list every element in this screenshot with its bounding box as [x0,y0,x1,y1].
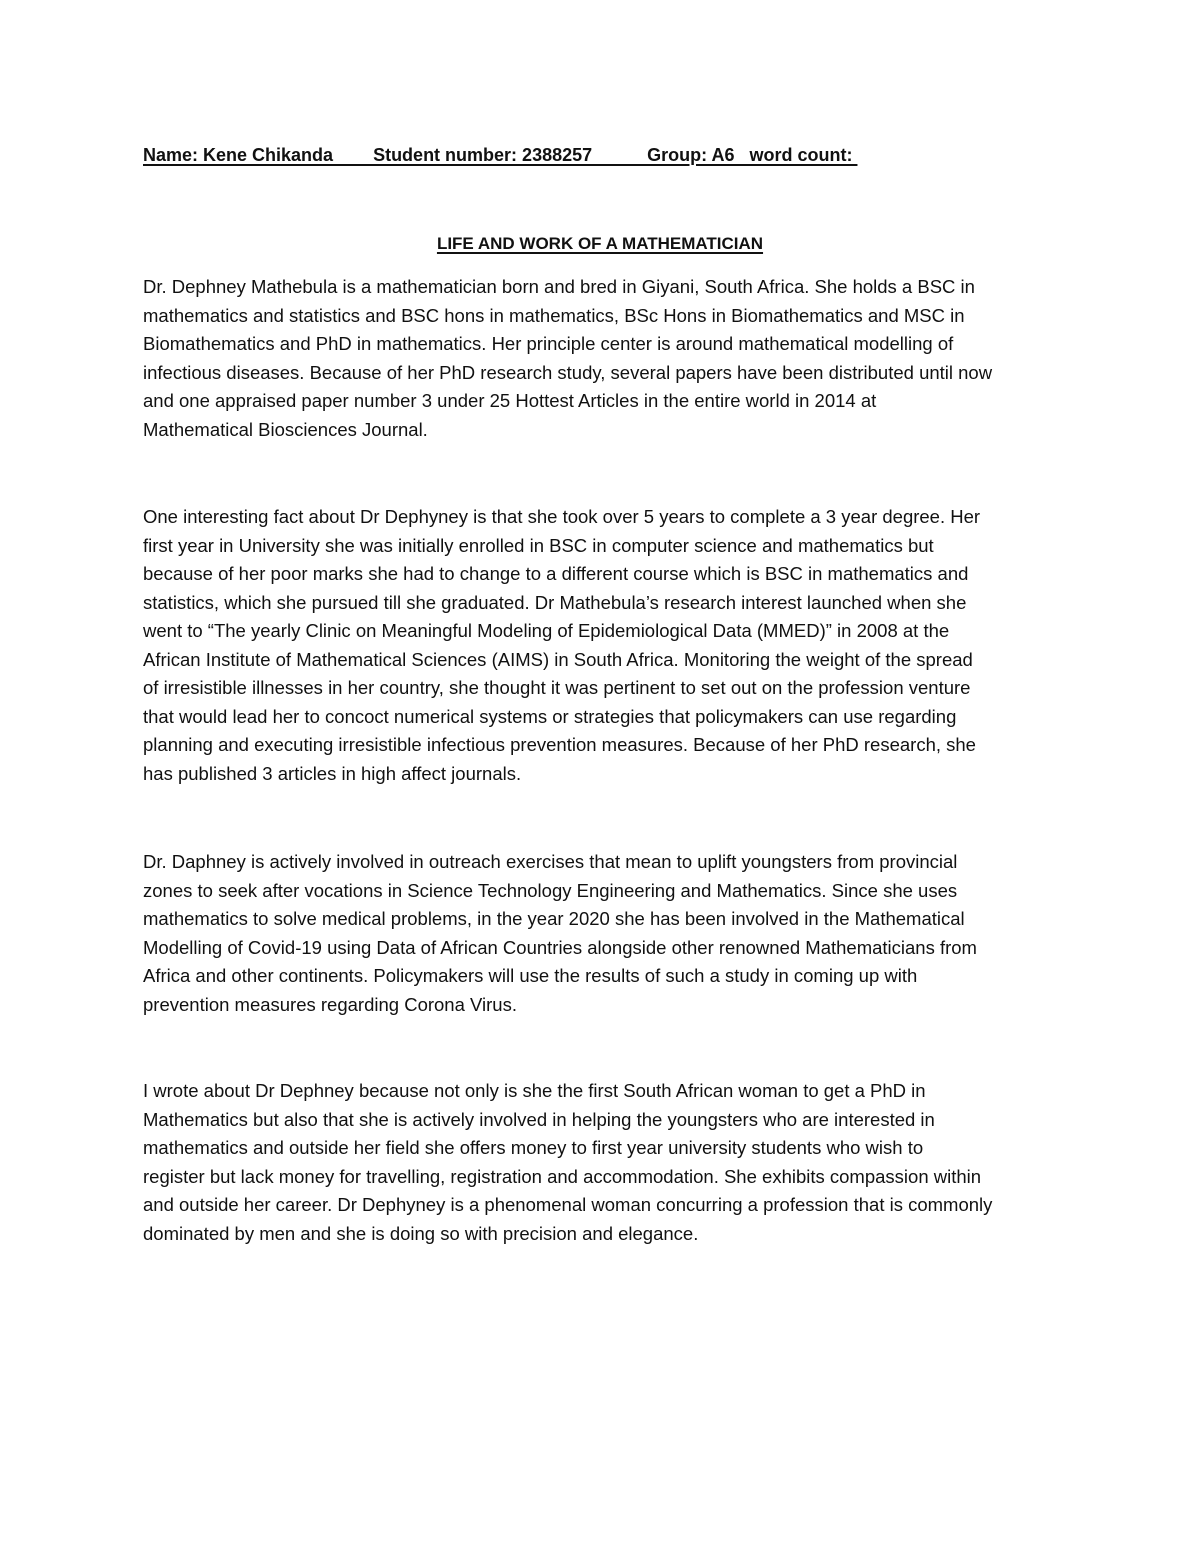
text-line: African Institute of Mathematical Sciences (AIMS) in South Africa. Monitoring the weight of the spread [143,648,973,670]
text-line: register but lack money for travelling, registration and accommodation. She exhibits compassion within [143,1165,982,1187]
text-line: and one appraised paper number 3 under 25 Hottest Articles in the entire world in 2014 at [143,390,877,411]
text-line: Modelling of Covid-19 using Data of African Countries alongside other renowned Mathematicians from [143,936,977,958]
text-line: I wrote about Dr Dephney because not only is she the first South African woman to get a PhD in [143,1080,926,1101]
student-info-header: Name: Kene Chikanda Student number: 2388257 Group: A6 word count: [143,145,858,165]
text-line: Biomathematics and PhD in mathematics. Her principle center is around mathematical modelling of [143,333,954,354]
text-line: of irresistible illnesses in her country, she thought it was pertinent to set out on the profession venture [143,677,971,698]
paragraph-4 [143,1077,1063,1248]
text-line: zones to seek after vocations in Science Technology Engineering and Mathematics. Since she uses [143,879,958,901]
text-line: has published 3 articles in high affect journals. [143,762,522,784]
text-line: first year in University she was initially enrolled in BSC in computer science and mathematics but [143,534,934,556]
text-line: infectious diseases. Because of her PhD research study, several papers have been distributed until now [143,361,993,383]
paragraph-1 [143,273,1063,444]
text-line: Mathematics but also that she is actively involved in helping the youngsters who are interested in [143,1108,935,1130]
text-line: mathematics and outside her field she offers money to first year university students who wish to [143,1137,924,1158]
text-line: Dr. Dephney Mathebula is a mathematician born and bred in Giyani, South Africa. She holds a BSC in [143,276,975,297]
text-line: Africa and other continents. Policymakers will use the results of such a study in coming up with [143,965,918,986]
text-line: One interesting fact about Dr Dephyney is that she took over 5 years to complete a 3 year degree. Her [143,506,981,527]
text-line: mathematics and statistics and BSC hons in mathematics, BSc Hons in Biomathematics and MSC in [143,304,965,326]
text-line: planning and executing irresistible infectious prevention measures. Because of her PhD research, she [143,734,976,755]
text-line: that would lead her to concoct numerical systems or strategies that policymakers can use regarding [143,705,957,727]
text-line: mathematics to solve medical problems, in the year 2020 she has been involved in the Mathematical [143,908,965,929]
paragraph-3 [143,848,1063,1019]
paragraph-2 [143,503,1063,788]
text-line: Dr. Daphney is actively involved in outreach exercises that mean to uplift youngsters from provincial [143,851,958,872]
text-line: prevention measures regarding Corona Virus. [143,993,517,1015]
text-line: statistics, which she pursued till she graduated. Dr Mathebula’s research interest launched when she [143,591,967,613]
text-line: Mathematical Biosciences Journal. [143,418,428,440]
text-line: dominated by men and she is doing so with precision and elegance. [143,1222,699,1244]
text-line: and outside her career. Dr Dephyney is a phenomenal woman concurring a profession that is commonly [143,1194,993,1215]
document-title: LIFE AND WORK OF A MATHEMATICIAN [436,234,764,253]
text-line: went to “The yearly Clinic on Meaningful Modeling of Epidemiological Data (MMED)” in 2008 at the [143,620,950,641]
text-line: because of her poor marks she had to change to a different course which is BSC in mathematics and [143,563,969,584]
